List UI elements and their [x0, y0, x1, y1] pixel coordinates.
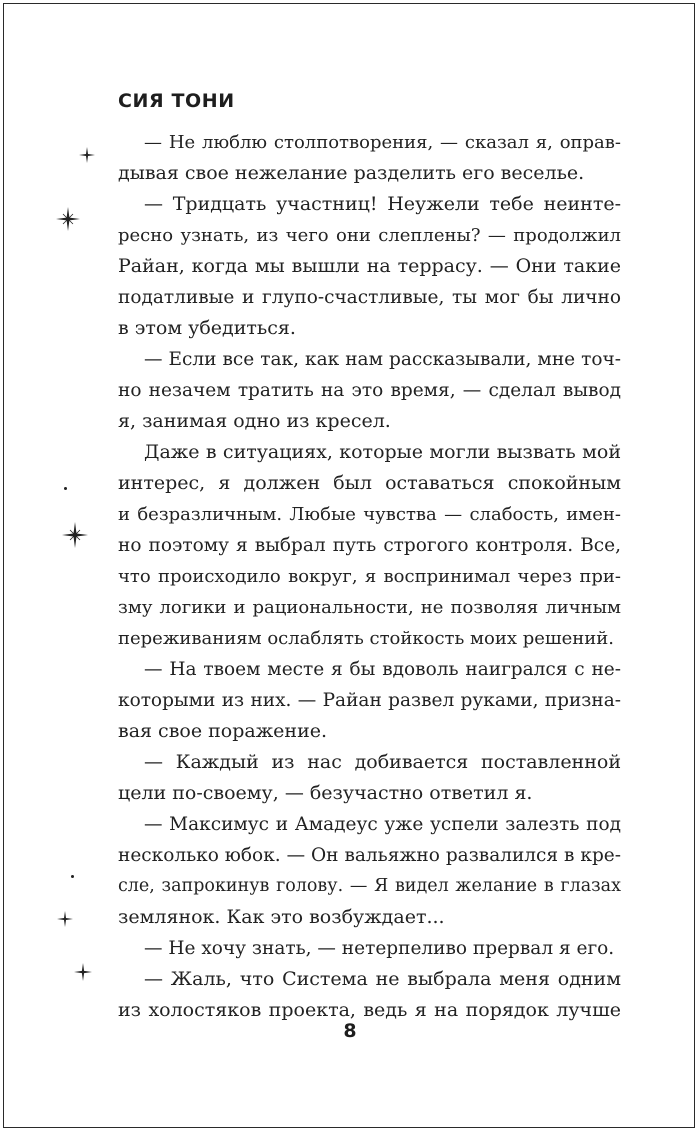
text-line: податливые и глупо-счастливые, ты мог бы лично: [118, 287, 621, 308]
text-line: ресно узнать, из чего они слеплены? — продолжил: [118, 225, 621, 246]
text-line: — Не хочу знать, — нетерпеливо прервал я его.: [144, 938, 615, 959]
sparkle-star-icon: [61, 521, 89, 549]
text-line: землянок. Как это возбуждает...: [118, 906, 445, 928]
dot-icon: [64, 487, 67, 490]
body-text: [118, 127, 621, 1026]
text-line: — На твоем месте я бы вдоволь наигрался с не-: [144, 659, 621, 680]
text-line: в этом убедиться.: [118, 317, 296, 339]
text-line: дывая свое нежелание разделить его веселье.: [118, 162, 585, 184]
text-line: вая свое поражение.: [118, 720, 328, 742]
text-line: и безразличным. Любые чувства — слабость, имен-: [118, 504, 621, 525]
text-line: несколько юбок. — Он вальяжно развалился в кре-: [118, 845, 621, 866]
running-header-author: СИЯ ТОНИ: [118, 90, 235, 112]
text-line: — Не люблю столпотворения, — сказал я, оправ-: [144, 132, 621, 153]
text-line: цели по-своему, — безучастно ответил я.: [118, 782, 533, 804]
text-line: — Максимус и Амадеус уже успели залезть под: [144, 814, 621, 835]
text-line: интерес, я должен был оставаться спокойным: [118, 472, 621, 494]
text-line: — Тридцать участниц! Неужели тебе неинте-: [144, 193, 621, 215]
text-line: переживаниям ослаблять стойкость моих решений.: [118, 628, 615, 649]
sparkle-star-icon: [55, 206, 81, 232]
text-line: — Если все так, как нам рассказывали, мне точ-: [144, 349, 621, 370]
text-line: сле, запрокинув голову. — Я видел желание в глазах: [118, 876, 621, 896]
page-number: 8: [343, 1020, 357, 1042]
text-line: — Каждый из нас добивается поставленной: [144, 751, 621, 773]
text-line: из холостяков проекта, ведь я на порядок лучше: [118, 999, 621, 1021]
text-line: которыми из них. — Райан развел руками, призна-: [118, 690, 621, 711]
text-line: зму логики и рациональности, не позволяя личным: [118, 597, 621, 618]
dot-icon: [71, 875, 74, 878]
text-line: Райан, когда мы вышли на террасу. — Они такие: [118, 255, 621, 277]
text-line: но поэтому я выбрал путь строгого контроля. Все,: [118, 535, 621, 556]
text-line: я, занимая одно из кресел.: [118, 410, 391, 432]
text-line: — Жаль, что Система не выбрала меня одним: [144, 968, 621, 990]
text-line: Даже в ситуациях, которые могли вызвать мой: [144, 441, 621, 463]
sparkle-star-icon: [78, 146, 96, 164]
text-line: что происходило вокруг, я воспринимал через при-: [118, 566, 621, 587]
text-line: но незачем тратить на это время, — сделал вывод: [118, 380, 621, 401]
sparkle-star-icon: [73, 962, 93, 982]
sparkle-star-icon: [56, 910, 74, 928]
